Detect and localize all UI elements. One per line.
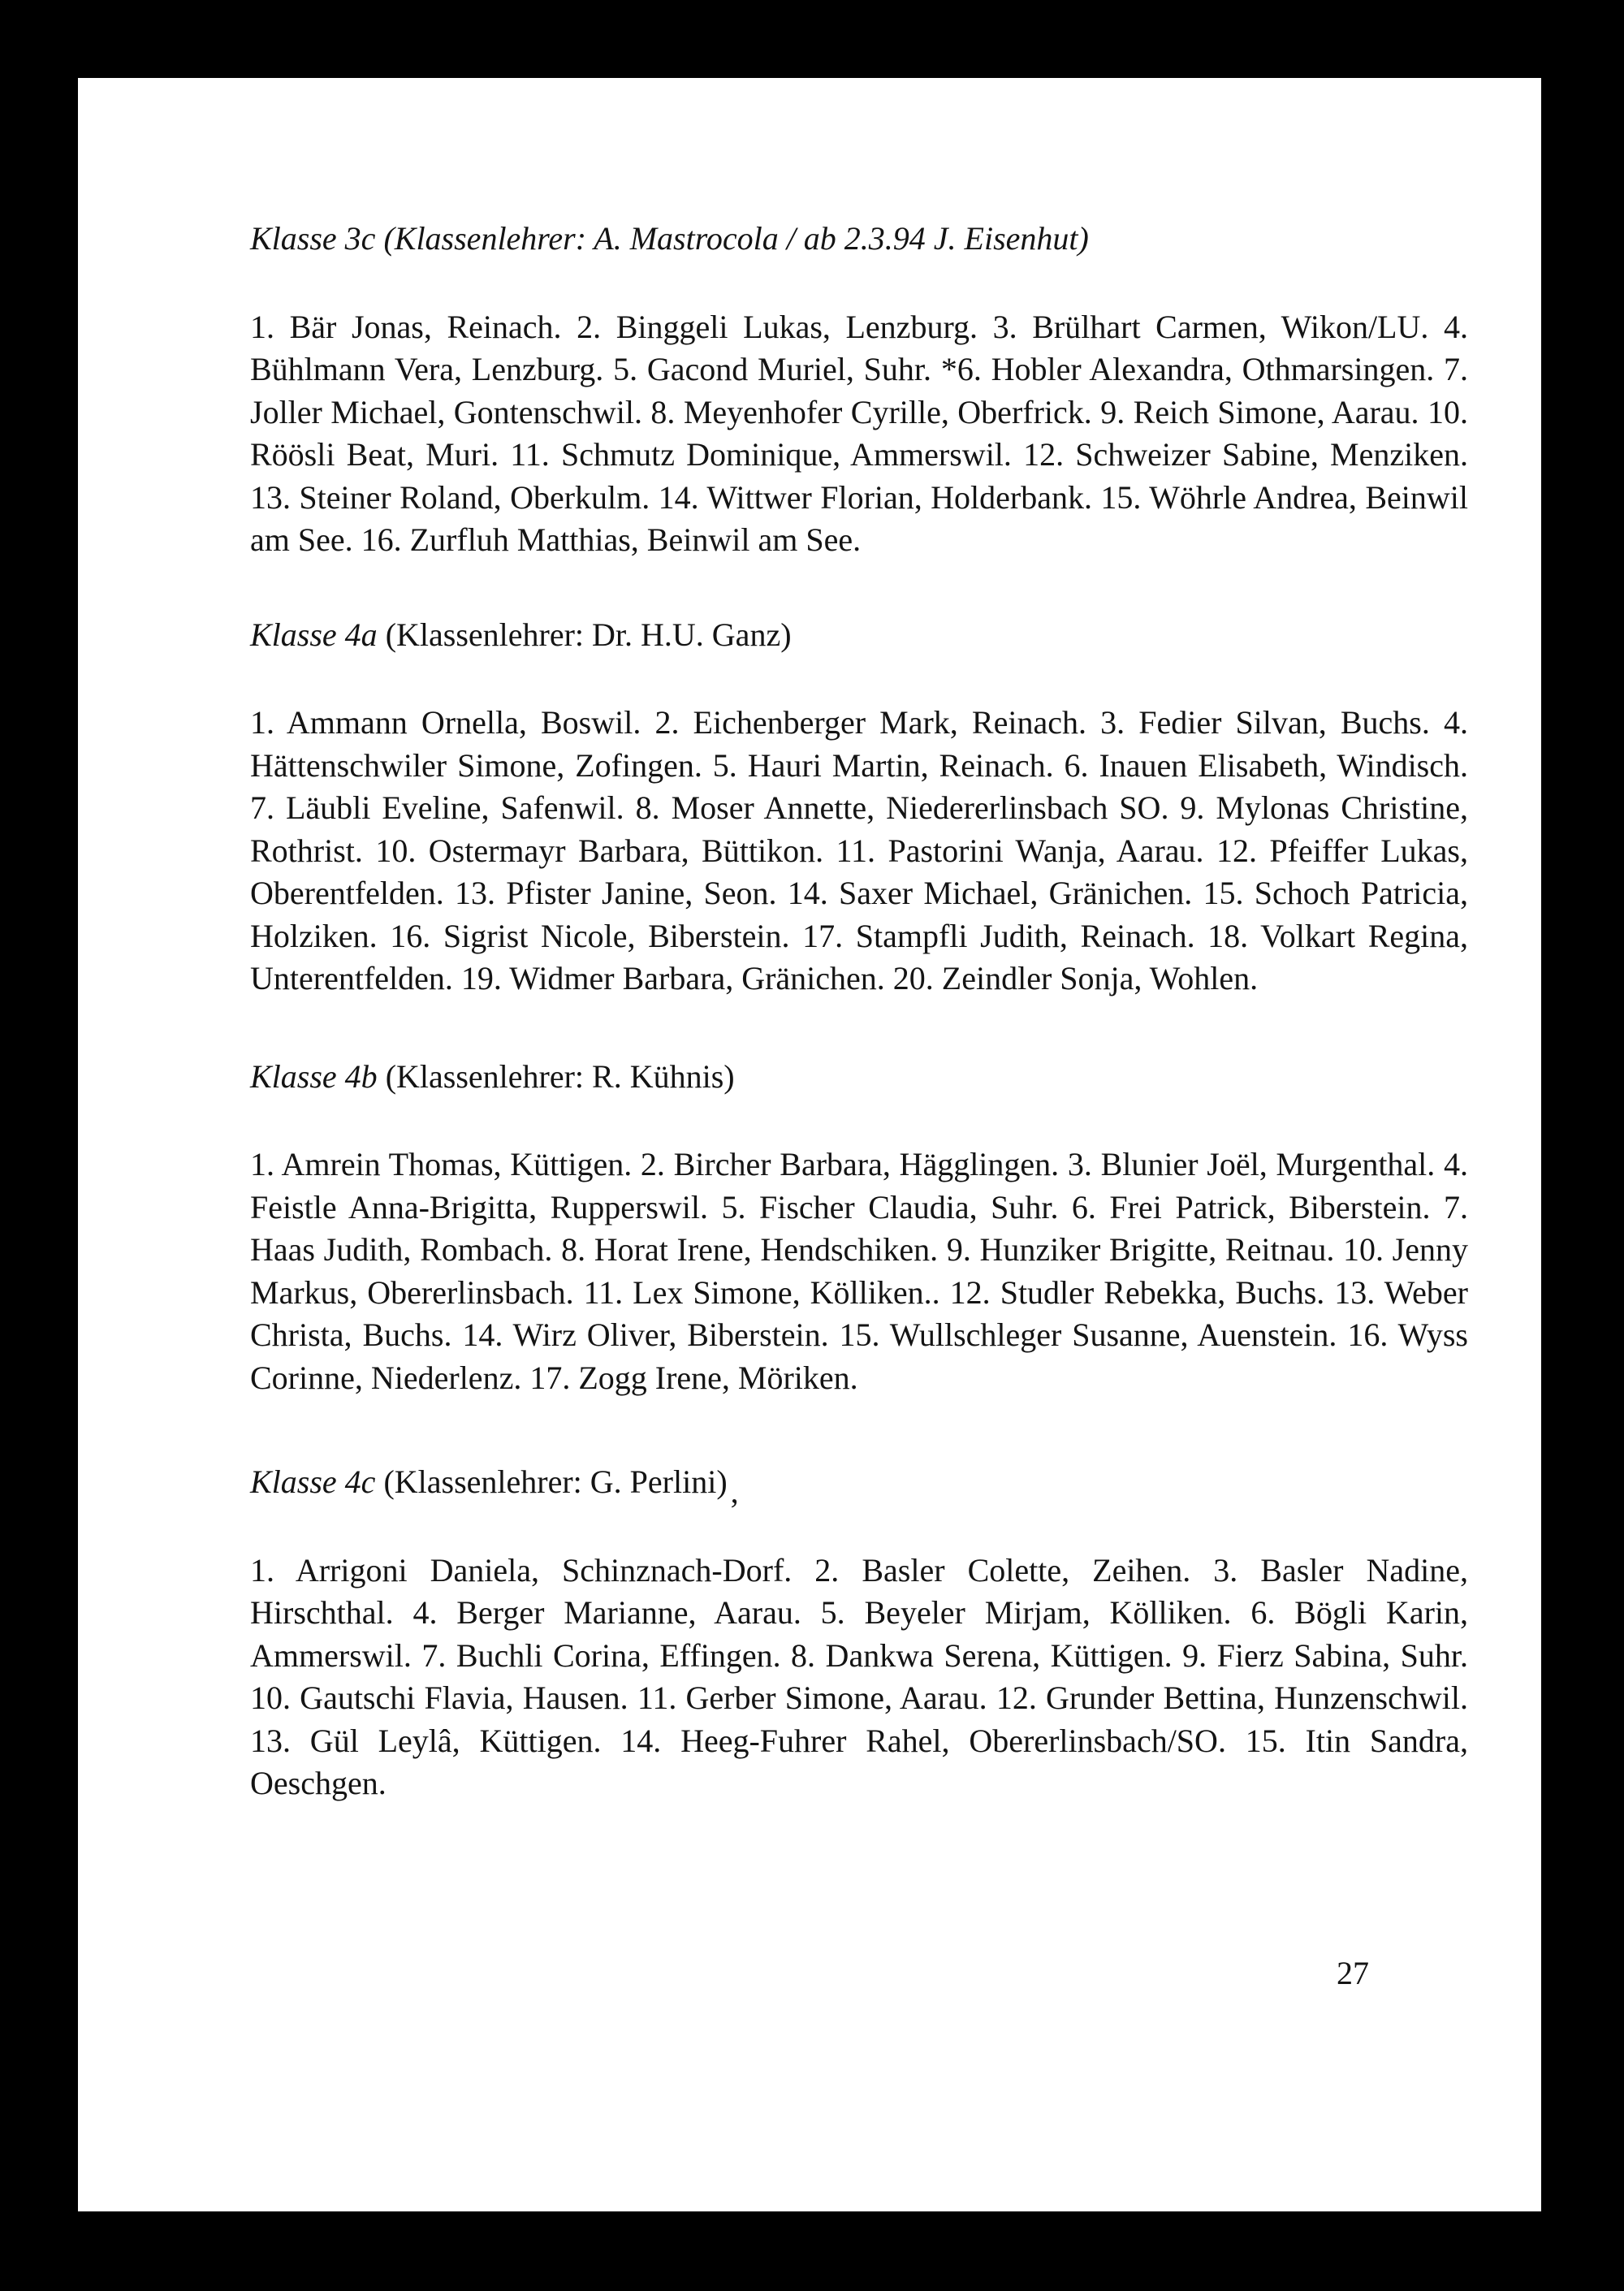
teacher-info: (Klassenlehrer: A. Mastrocola / ab 2.3.94 J. Eisenhut): [375, 220, 1089, 257]
section-heading: [250, 614, 1468, 657]
class-name: Klasse 3c: [250, 220, 376, 257]
student-list: 1. Ammann Ornella, Boswil. 2. Eichenberger Mark, Reinach. 3. Fedier Silvan, Buchs. 4. Hättenschwiler Simone, Zofingen. 5. Hauri Martin, Reinach. 6. Inauen Elisabeth, Windisch. 7. Läubli Eveline, Safenwil. 8. Moser Annette, Niedererlinsbach SO. 9. Mylonas Christine, Rothrist. 10. Ostermayr Barbara, Büttikon. 11. Pastorini Wanja, Aarau. 12. Pfeiffer Lukas, Oberentfelden. 13. Pfister Janine, Seon. 14. Saxer Michael, Gränichen. 15. Schoch Patricia, Holziken. 16. Sigrist Nicole, Biberstein. 17. Stampfli Judith, Reinach. 18. Volkart Regina, Unterentfelden. 19. Widmer Barbara, Gränichen. 20. Zeindler Sonja, Wohlen.: [250, 704, 1468, 996]
section-heading: [250, 218, 1468, 261]
class-4c-section: [250, 1461, 1468, 1805]
class-3c-section: [250, 218, 1468, 562]
class-name: Klasse 4a: [250, 616, 378, 653]
page-number: 27: [1337, 1955, 1369, 1991]
teacher-info: (Klassenlehrer: R. Kühnis): [377, 1057, 735, 1095]
student-list: 1. Bär Jonas, Reinach. 2. Binggeli Lukas, Lenzburg. 3. Brülhart Carmen, Wikon/LU. 4. Bühlmann Vera, Lenzburg. 5. Gacond Muriel, Suhr. *6. Hobler Alexandra, Othmarsingen. 7. Joller Michael, Gontenschwil. 8. Meyenhofer Cyrille, Oberfrick. 9. Reich Simone, Aarau. 10. Röösli Beat, Muri. 11. Schmutz Dominique, Ammerswil. 12. Schweizer Sabine, Menziken. 13. Steiner Roland, Oberkulm. 14. Wittwer Florian, Holderbank. 15. Wöhrle Andrea, Beinwil am See. 16. Zurfluh Matthias, Beinwil am See.: [250, 308, 1468, 558]
scanned-page: [78, 78, 1541, 2211]
section-heading: [250, 1461, 1468, 1510]
class-name: Klasse 4c: [250, 1463, 376, 1500]
document-body: [250, 218, 1468, 1805]
class-4b-section: [250, 1056, 1468, 1400]
teacher-info: (Klassenlehrer: Dr. H.U. Ganz): [377, 616, 792, 653]
section-heading: [250, 1056, 1468, 1099]
student-list: 1. Amrein Thomas, Küttigen. 2. Bircher Barbara, Hägglingen. 3. Blunier Joël, Murgenthal. 4. Feistle Anna-Brigitta, Rupperswil. 5. Fischer Claudia, Suhr. 6. Frei Patrick, Biberstein. 7. Haas Judith, Rombach. 8. Horat Irene, Hendschiken. 9. Hunziker Brigitte, Reitnau. 10. Jenny Markus, Obererlinsbach. 11. Lex Simone, Kölliken.. 12. Studler Rebekka, Buchs. 13. Weber Christa, Buchs. 14. Wirz Oliver, Biberstein. 15. Wullschleger Susanne, Auenstein. 16. Wyss Corinne, Niederlenz. 17. Zogg Irene, Möriken.: [250, 1146, 1468, 1396]
student-list: 1. Arrigoni Daniela, Schinznach-Dorf. 2. Basler Colette, Zeihen. 3. Basler Nadine, Hirschthal. 4. Berger Marianne, Aarau. 5. Beyeler Mirjam, Kölliken. 6. Bögli Karin, Ammerswil. 7. Buchli Corina, Effingen. 8. Dankwa Serena, Küttigen. 9. Fierz Sabina, Suhr. 10. Gautschi Flavia, Hausen. 11. Gerber Simone, Aarau. 12. Grunder Bettina, Hunzenschwil. 13. Gül Leylâ, Küttigen. 14. Heeg-Fuhrer Rahel, Obererlinsbach/SO. 15. Itin Sandra, Oeschgen.: [250, 1551, 1468, 1801]
class-name: Klasse 4b: [250, 1057, 378, 1095]
teacher-info: (Klassenlehrer: G. Perlini): [375, 1463, 728, 1500]
stray-mark: ,: [730, 1473, 739, 1510]
class-4a-section: [250, 614, 1468, 1001]
